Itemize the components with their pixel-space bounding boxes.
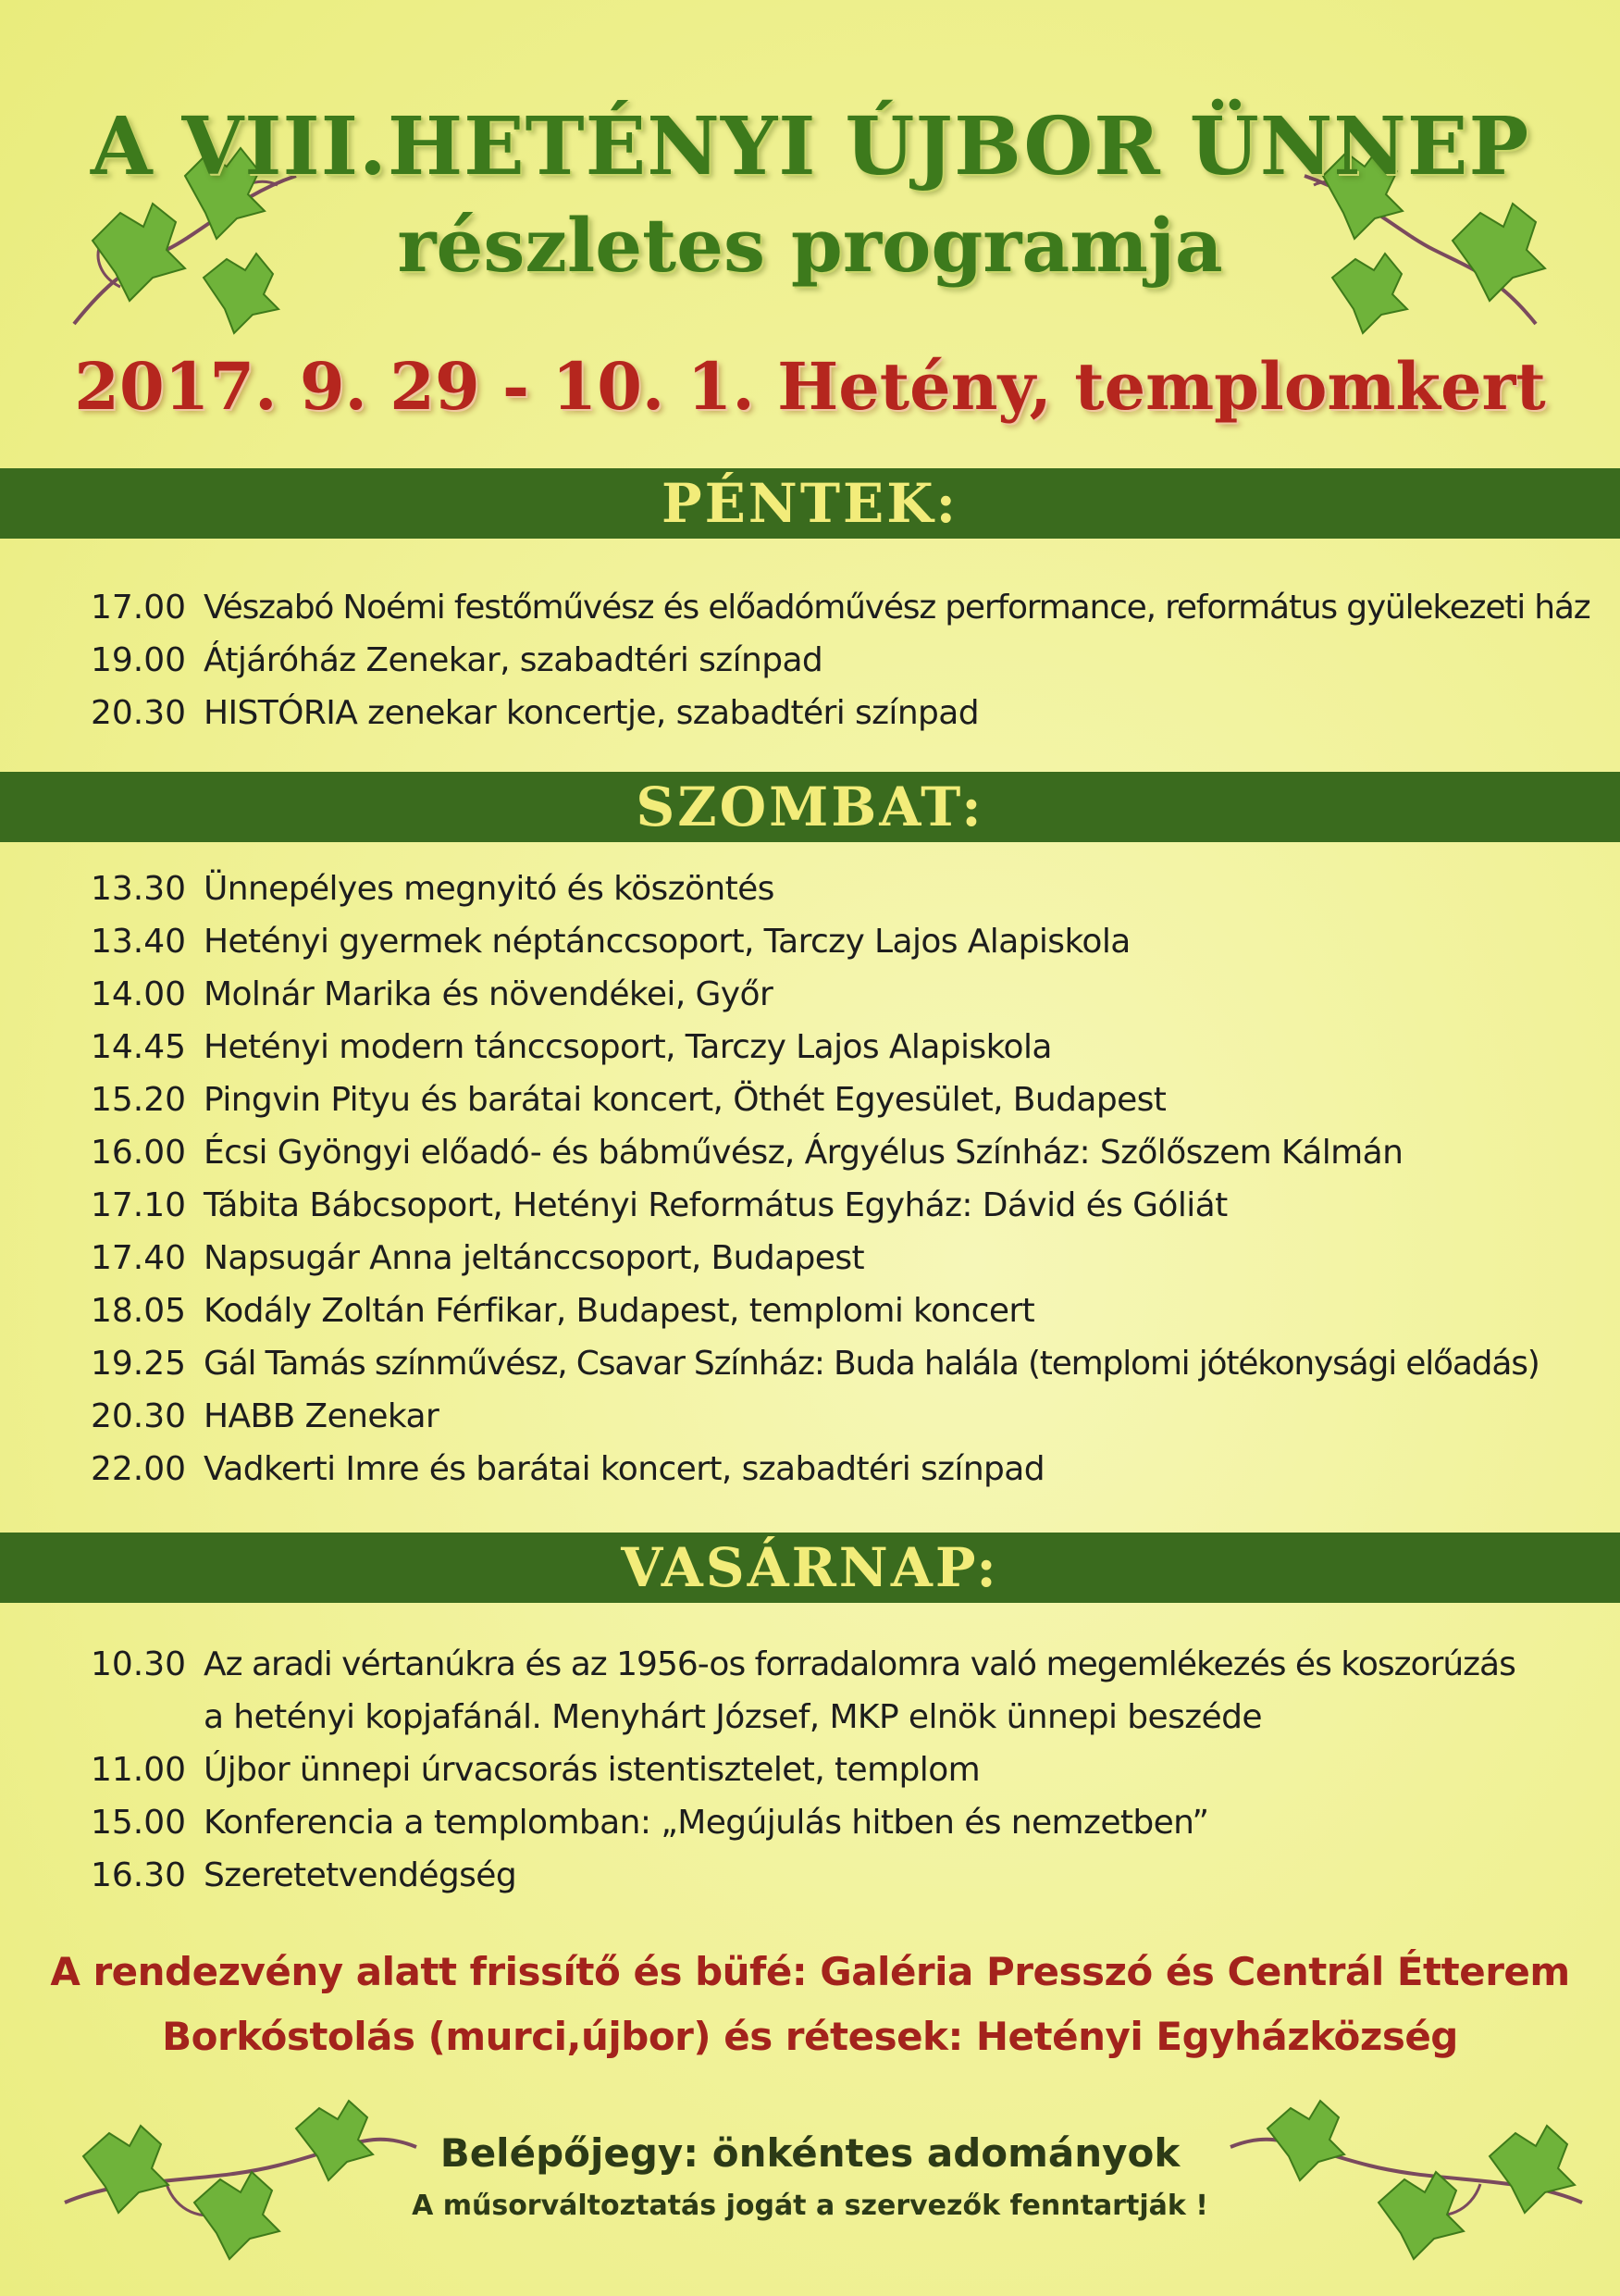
event-time: 22.00 xyxy=(91,1450,187,1488)
event-time: 15.00 xyxy=(91,1804,187,1842)
list-item xyxy=(91,1691,1589,1744)
event-time: 19.00 xyxy=(91,641,187,679)
event-time: 17.00 xyxy=(91,589,187,627)
date-location: 2017. 9. 29 - 10. 1. Hetény, templomkert xyxy=(74,348,1546,425)
event-text: Konferencia a templomban: „Megújulás hitben és nemzetben” xyxy=(204,1804,1209,1842)
event-text: Hetényi gyermek néptánccsoport, Tarczy Lajos Alapiskola xyxy=(204,923,1131,961)
event-text: Szeretetvendégség xyxy=(204,1856,517,1894)
event-time: 11.00 xyxy=(91,1751,187,1789)
event-text: Tábita Bábcsoport, Hetényi Református Egyház: Dávid és Góliát xyxy=(204,1186,1228,1224)
vine-leaves-bottom-right xyxy=(1203,2073,1591,2286)
list-item xyxy=(91,1021,1589,1074)
event-time: 18.05 xyxy=(91,1292,187,1330)
event-time: 16.30 xyxy=(91,1856,187,1894)
page-title: A VIII.HETÉNYI ÚJBOR ÜNNEP xyxy=(90,100,1530,193)
event-time: 16.00 xyxy=(91,1134,187,1172)
page-subtitle: részletes programja xyxy=(397,202,1223,289)
list-item xyxy=(91,1638,1589,1691)
day-name: PÉNTEK: xyxy=(661,472,959,535)
list-item xyxy=(91,1126,1589,1179)
list-item xyxy=(91,915,1589,968)
day-header-sunday xyxy=(0,1533,1620,1603)
event-text: Kodály Zoltán Férfikar, Budapest, templomi koncert xyxy=(204,1292,1035,1330)
event-text: Vadkerti Imre és barátai koncert, szabadtéri színpad xyxy=(204,1450,1045,1488)
event-text: Az aradi vértanúkra és az 1956-os forradalomra való megemlékezés és koszorúzás xyxy=(204,1645,1515,1683)
refreshments-note: A rendezvény alatt frissítő és büfé: Galéria Presszó és Centrál Étterem xyxy=(50,1949,1570,1994)
day-header-saturday xyxy=(0,772,1620,842)
wine-tasting-note: Borkóstolás (murci,újbor) és rétesek: Hetényi Egyházközség xyxy=(162,2014,1458,2059)
event-text: Écsi Gyöngyi előadó- és bábművész, Árgyélus Színház: Szőlőszem Kálmán xyxy=(204,1134,1404,1172)
list-item xyxy=(91,863,1589,915)
event-time: 20.30 xyxy=(91,1397,187,1435)
list-item xyxy=(91,1443,1589,1496)
event-time: 19.25 xyxy=(91,1345,187,1383)
list-item xyxy=(91,634,1589,687)
list-item xyxy=(91,1074,1589,1126)
list-item xyxy=(91,1849,1589,1902)
list-item xyxy=(91,1796,1589,1849)
event-text: Gál Tamás színművész, Csavar Színház: Buda halála (templomi jótékonysági előadás) xyxy=(204,1345,1540,1383)
event-text: Hetényi modern tánccsoport, Tarczy Lajos Alapiskola xyxy=(204,1028,1052,1066)
event-text: HABB Zenekar xyxy=(204,1397,439,1435)
event-text: Pingvin Pityu és barátai koncert, Öthét Egyesület, Budapest xyxy=(204,1081,1167,1119)
event-text: Napsugár Anna jeltánccsoport, Budapest xyxy=(204,1239,865,1277)
list-item xyxy=(91,1744,1589,1796)
entry-note: Belépőjegy: önkéntes adományok xyxy=(439,2130,1181,2176)
event-text: Újbor ünnepi úrvacsorás istentisztelet, templom xyxy=(204,1751,981,1789)
event-text: Molnár Marika és növendékei, Győr xyxy=(204,975,773,1013)
event-text: a hetényi kopjafánál. Menyhárt József, MKP elnök ünnepi beszéde xyxy=(204,1698,1262,1736)
event-text: HISTÓRIA zenekar koncertje, szabadtéri színpad xyxy=(204,694,980,732)
list-item xyxy=(91,687,1589,739)
list-item xyxy=(91,1285,1589,1337)
day-name: VASÁRNAP: xyxy=(621,1536,999,1599)
sunday-program-list xyxy=(91,1638,1589,1902)
day-name: SZOMBAT: xyxy=(636,776,984,838)
list-item xyxy=(91,1179,1589,1232)
list-item xyxy=(91,581,1589,634)
vine-leaves-bottom-left xyxy=(56,2073,426,2286)
list-item xyxy=(91,1337,1589,1390)
list-item xyxy=(91,1390,1589,1443)
event-text: Átjáróház Zenekar, szabadtéri színpad xyxy=(204,641,823,679)
day-header-friday xyxy=(0,468,1620,539)
event-time: 13.40 xyxy=(91,923,187,961)
event-time: 10.30 xyxy=(91,1645,187,1683)
event-text: Ünnepélyes megnyitó és köszöntés xyxy=(204,870,774,908)
event-time: 13.30 xyxy=(91,870,187,908)
list-item xyxy=(91,1232,1589,1285)
event-time: 14.00 xyxy=(91,975,187,1013)
event-time: 17.10 xyxy=(91,1186,187,1224)
disclaimer-note: A műsorváltoztatás jogát a szervezők fenntartják ! xyxy=(412,2190,1208,2222)
friday-program-list xyxy=(91,581,1589,739)
event-time: 17.40 xyxy=(91,1239,187,1277)
event-time: 14.45 xyxy=(91,1028,187,1066)
event-time: 15.20 xyxy=(91,1081,187,1119)
event-time: 20.30 xyxy=(91,694,187,732)
saturday-program-list xyxy=(91,863,1589,1496)
event-text: Vészabó Noémi festőművész és előadóművész performance, református gyülekezeti ház xyxy=(204,589,1590,627)
list-item xyxy=(91,968,1589,1021)
